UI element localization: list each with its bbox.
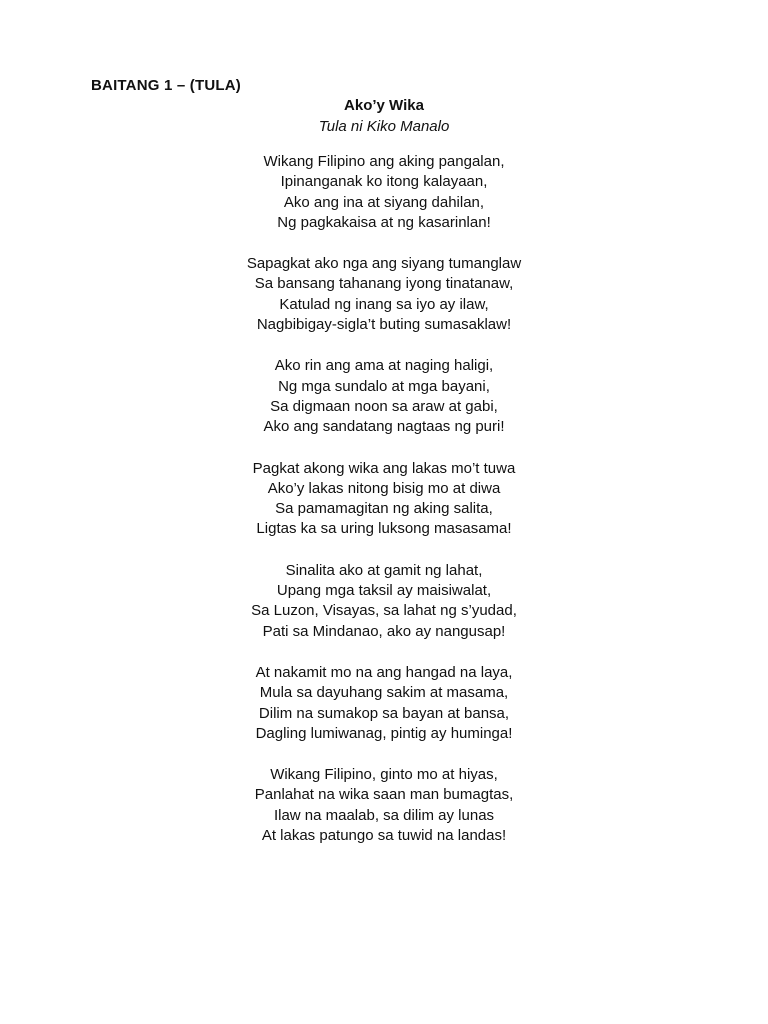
stanza-3: [0, 356, 768, 437]
poem-line: Sapagkat ako nga ang siyang tumanglaw: [246, 255, 522, 273]
poem-line: Upang mga taksil ay maisiwalat,: [276, 582, 492, 600]
poem-line: Sa digmaan noon sa araw at gabi,: [270, 397, 498, 415]
poem-line: Ligtas ka sa uring luksong masasama!: [256, 520, 512, 538]
poem-line: Pagkat akong wika ang lakas mo’t tuwa: [252, 459, 516, 477]
poem-line: Katulad ng inang sa iyo ay ilaw,: [279, 295, 489, 313]
poem-line: Ng pagkakaisa at ng kasarinlan!: [277, 213, 491, 231]
stanza-2: [0, 254, 768, 335]
poem-line: Ilaw na maalab, sa dilim ay lunas: [273, 806, 495, 824]
poem-line: Wikang Filipino, ginto mo at hiyas,: [270, 766, 498, 784]
poem-line: Sa Luzon, Visayas, sa lahat ng s’yudad,: [251, 602, 517, 620]
poem-line: Sa bansang tahanang iyong tinatanaw,: [254, 275, 514, 293]
poem-line: Ako rin ang ama at naging haligi,: [274, 357, 494, 375]
poem-line: Nagbibigay-sigla’t buting sumasaklaw!: [256, 316, 512, 334]
poem-line: Ako ang sandatang nagtaas ng puri!: [263, 418, 505, 436]
poem-line: Mula sa dayuhang sakim at masama,: [259, 684, 509, 702]
poem-line: Ako’y lakas nitong bisig mo at diwa: [267, 479, 501, 497]
poem-author: Tula ni Kiko Manalo: [318, 118, 450, 135]
poem-title: Ako’y Wika: [344, 97, 424, 114]
poem-line: Panlahat na wika saan man bumagtas,: [254, 786, 514, 804]
poem-line: Dilim na sumakop sa bayan at bansa,: [258, 704, 510, 722]
poem-line: Sa pamamagitan ng aking salita,: [275, 500, 493, 518]
poem-line: Sinalita ako at gamit ng lahat,: [285, 561, 483, 579]
poem-line: Ng mga sundalo at mga bayani,: [278, 377, 490, 395]
stanza-7: [0, 765, 768, 846]
poem-line: Ako ang ina at siyang dahilan,: [283, 193, 485, 211]
poem-line: At nakamit mo na ang hangad na laya,: [255, 663, 513, 681]
grade-heading: BAITANG 1 – (TULA): [91, 77, 241, 94]
poem-line: Pati sa Mindanao, ako ay nangusap!: [262, 622, 506, 640]
poem-line: Wikang Filipino ang aking pangalan,: [263, 153, 505, 170]
stanza-5: [0, 561, 768, 642]
poem-line: Dagling lumiwanag, pintig ay huminga!: [255, 724, 513, 742]
stanza-4: [0, 459, 768, 540]
poem-body: [0, 152, 768, 867]
poem-line: Ipinanganak ko itong kalayaan,: [280, 173, 488, 191]
poem-line: At lakas patungo sa tuwid na landas!: [261, 827, 507, 845]
stanza-6: [0, 663, 768, 744]
stanza-1: [0, 152, 768, 233]
